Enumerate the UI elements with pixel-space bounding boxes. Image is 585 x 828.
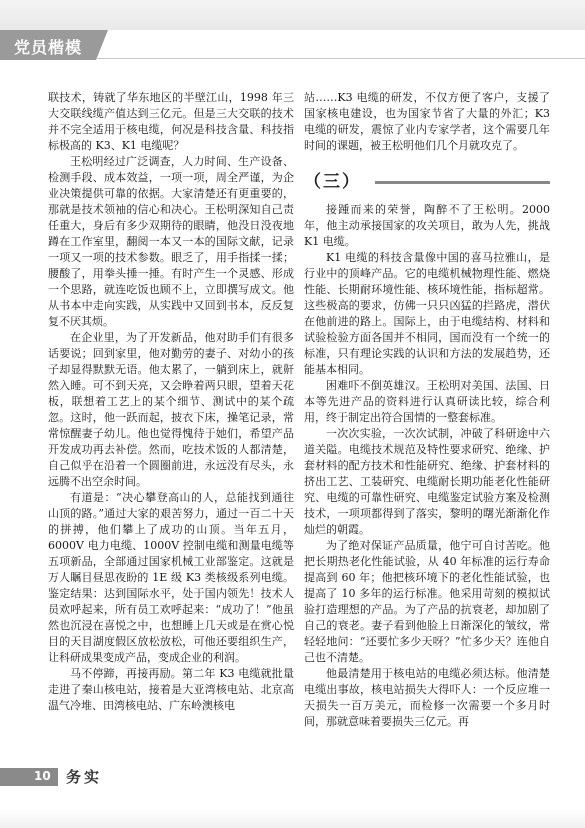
article-paragraph: 联技术，铸就了华东地区的半壁江山，1998 年三大交联线缆产值达到三亿元。但是三大交联的技术并不完全适用于核电缆，何况是科技含量、科技指标极高的 K3、K1 电缆呢？	[48, 91, 294, 152]
section-tag	[0, 30, 96, 60]
magazine-name: 务实	[66, 768, 103, 786]
article-paragraph: 有道是：“决心攀登高山的人，总能找到通往山顶的路。”通过大家的艰苦努力，通过一百二十天的拼搏，他们攀上了成功的山顶。当年五月，6000V 电力电缆、1000V 控制电缆和测量电缆等五项新品，全部通过国家机械工业部鉴定。这就是万人瞩目昼思夜盼的 1E 级 K3 类核级系列电缆。鉴定结果：达到国际水平，处于国内领先！技术人员欢呼起来，所有员工欢呼起来：“成功了！”他虽然也沉浸在喜悦之中，也想睡上几天或是在赏心悦目的天目湖度假区放松放松，可他还要组织生产，让科研成果变成产品，变成企业的利润。	[48, 491, 294, 664]
article-paragraph: 在企业里，为了开发新品，他对助手们有很多话要说；回到家里，他对勤劳的妻子、对幼小的孩子却显得默默无语。他太累了，一躺到床上，就鼾然入睡。可不到天亮，又会睁着两只眼，望着天花板，联想着工艺上的某个细节、测试中的某个疏忽。这时，他一跃而起，披衣下床，操笔记录，常常惊醒妻子幼儿。他也觉得愧待于她们，希望产品开发成功再去补偿。然而，吃技术饭的人都清楚，自己似乎在沿着一个圆圈前进，永远没有尽头，永远腾不出空余时间。	[48, 331, 294, 488]
article-paragraph: 王松明经过广泛调查，人力时间、生产设备、检测手段、成本效益，一项一项，周全严谨，为企业决策提供可靠的依据。大家清楚还有更重要的，那就是技术领袖的信心和决心。王松明深知自己责任重大，身后有多少双期待的眼睛，他没日没夜地蹲在工作室里，翻阅一本又一本的国际文献，记录一项又一项的技术参数。眼乏了，用手指揉一揉；腰酸了，用拳头捶一捶。有时产生一个灵感、形成一个思路，就连吃饭也顾不上，立即撰写成文。他从书本中走向实践，从实践中又回到书本，反反复复不厌其烦。	[48, 155, 294, 328]
article-paragraph: 困难吓不倒英雄汉。王松明对美国、法国、日本等先进产品的资料进行认真研读比较，综合利用，终于制定出符合国情的一整套标准。	[304, 379, 550, 424]
page-top-band	[0, 0, 585, 30]
article-column-right	[304, 90, 550, 750]
section-heading: （三）	[304, 172, 361, 192]
section-tag-corner	[96, 30, 108, 60]
section-title: 党员楷模	[14, 38, 83, 57]
article-paragraph: K1 电缆的科技含量像中国的喜马拉雅山，是行业中的顶峰产品。它的电缆机械物理性能、燃烧性能、长期耐环境性能、核环境性能，指标超常。这些极高的要求，仿佛一只只凶猛的拦路虎，潜伏在他前进的路上。国际上，由于电缆结构、材料和试验检验方面各国并不相同，国而没有一个统一的标准，只有理论实践的认识和方法的发展趋势，还能基本相同。	[304, 251, 550, 376]
article-paragraph: 马不停蹄，再接再励。第二年 K3 电缆就批量走进了秦山核电站，接着是大亚湾核电站、北京高温气冷堆、田湾核电站、广东岭澳核电	[48, 667, 294, 712]
article-paragraph: 站……K3 电缆的研发，不仅方便了客户，支援了国家核电建设，也为国家节省了大量的外汇；K3 电缆的研发，震惊了业内专家学者，这个需要几年时间的课题，被王松明他们几个月就攻克了。	[304, 91, 550, 152]
page-bottom-edge	[0, 808, 585, 828]
article-paragraph: 接踵而来的荣誉，陶醉不了王松明。2000 年，他主动承接国家的攻关项目，敢为人先，挑战 K1 电缆。	[304, 203, 550, 248]
article-paragraph: 一次次实验，一次次试制，冲破了科研途中六道关隘。电缆技术规范及特性要求研究、绝缘、护套材料的配方技术和性能研究、绝缘、护套材料的挤出工艺、工装研究、电缆耐长期功能老化性能研究、电缆的可靠性研究、电缆鉴定试验方案及检测技术，一项项都得到了落实，黎明的曙光渐渐化作灿烂的朝霞。	[304, 427, 550, 536]
page-number: 10	[34, 769, 51, 783]
article-column-left	[48, 90, 294, 750]
section-heading-rule	[375, 181, 550, 184]
header-rule	[96, 58, 585, 59]
article-paragraph: 为了绝对保证产品质量，他宁可自讨苦吃。他把长期热老化性能试验，从 40 年标准的运行寿命提高到 60 年；他把核环境下的老化性能试验，也提高了 10 多年的运行标准。他采用苛刻的模拟试验打造理想的产品。为了产品的抗衰老，却加剧了自己的衰老。妻子看到他脸上日渐深化的皱纹，常轻轻地问：“还要忙多少天呀？”忙多少天？连他自己也不清楚。	[304, 539, 550, 664]
article-paragraph: 他最清楚用于核电站的电缆必须达标。他清楚电缆出事故，核电站损失大得吓人：一个反应堆一天损失一百万美元，而检修一次需要一个多月时间，那就意味着要损失三亿元。再	[304, 667, 550, 728]
section-heading-block	[304, 174, 550, 190]
